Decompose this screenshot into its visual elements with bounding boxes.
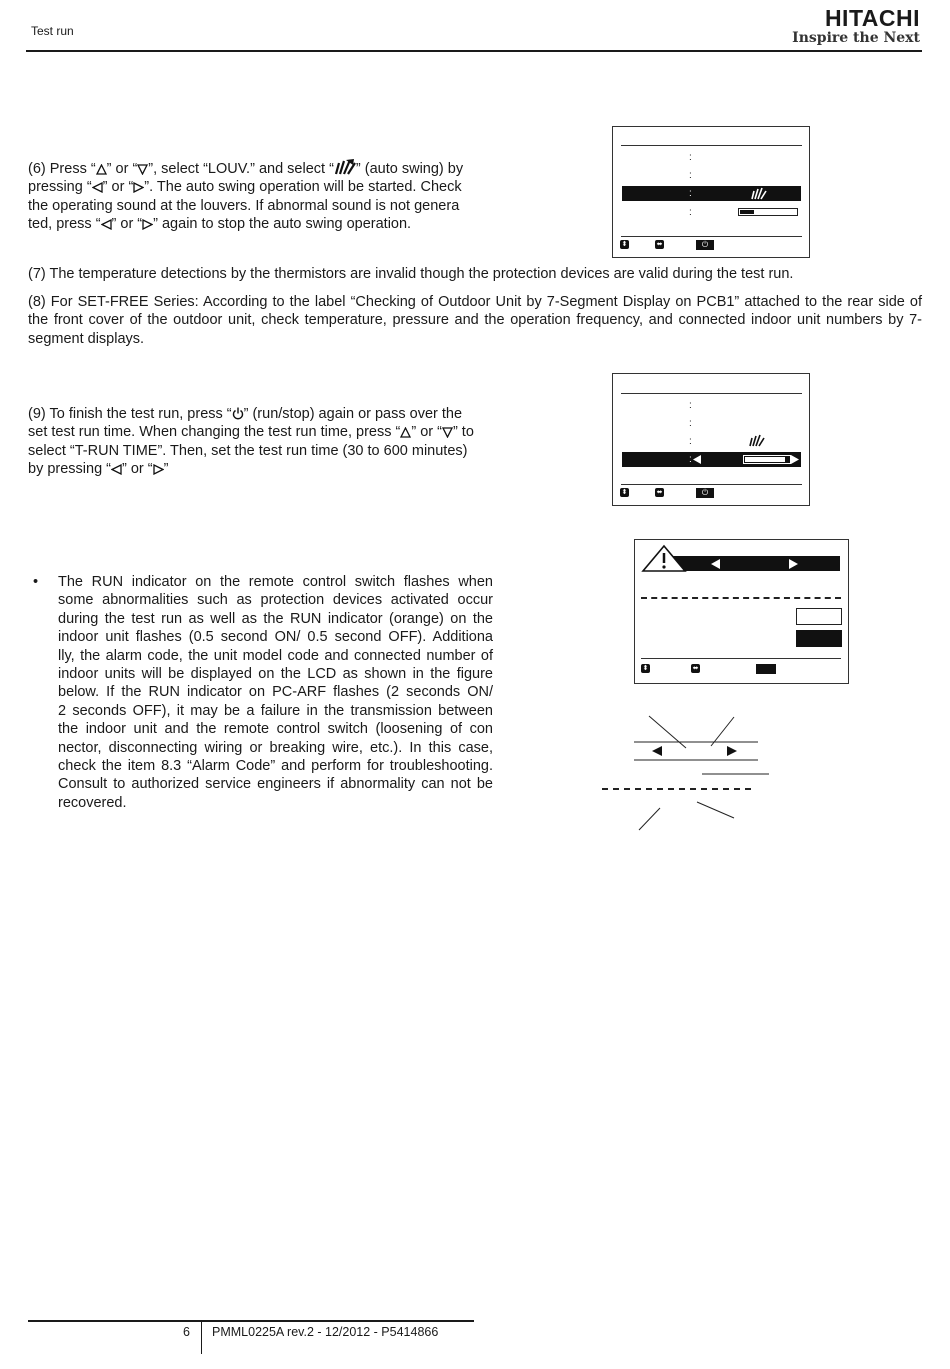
left-triangle-icon: [101, 219, 112, 230]
leftright-button-icon: ⬌: [656, 241, 663, 248]
bullet-line: the indoor unit and the remote control switch (loosening of con: [58, 721, 493, 738]
auto-swing-icon: [751, 187, 767, 200]
document-code: PMML0225A rev.2 - 12/2012 - P5414866: [212, 1325, 439, 1339]
lcd-bottom-line: [641, 658, 841, 659]
step6-line1: (6) Press “ ” or “ ”, select “LOUV.” and select “ ” (auto swing) by: [28, 161, 464, 177]
left-arrow-icon: [693, 455, 701, 464]
step9-line3: select “T-RUN TIME”. Then, set the test run time (30 to 600 minutes): [28, 442, 468, 459]
left-triangle-icon: [92, 182, 103, 193]
right-arrow-icon: [791, 455, 799, 464]
lcd-colon: :: [689, 454, 692, 465]
ok-button-icon: [756, 664, 776, 674]
step6-paragraph: [28, 159, 498, 234]
lcd-colon: :: [689, 207, 692, 218]
up-triangle-icon: [400, 427, 411, 438]
lcd-panel-trun-time: [612, 373, 810, 506]
power-icon: [232, 407, 244, 420]
lcd-colon: :: [689, 170, 692, 181]
header-divider: [26, 50, 922, 52]
right-triangle-icon: [142, 219, 153, 230]
leftright-button-icon: ⬌: [656, 489, 663, 496]
lcd-colon: :: [689, 188, 692, 199]
lcd-colon: :: [689, 400, 692, 411]
brand-name: HITACHI: [824, 5, 920, 31]
bullet-line: during the test run as well as the RUN indicator (orange) on the: [58, 610, 493, 627]
run-stop-button-icon: ⏻: [696, 488, 714, 498]
up-triangle-icon: [96, 164, 107, 175]
section-title: Test run: [31, 24, 74, 38]
lcd-top-line: [621, 393, 802, 394]
lcd-progress-fill: [745, 457, 785, 462]
lcd-panel-swing: [612, 126, 810, 258]
hitachi-logo: [792, 6, 920, 46]
left-arrow-icon: [711, 559, 720, 569]
step9-line4: by pressing “ ” or “ ”: [28, 461, 169, 478]
lcd-top-line: [621, 145, 802, 146]
callout-leader-lines: [639, 716, 734, 830]
bullet-marker: •: [33, 574, 39, 590]
step6-line2: pressing “ ” or “ ”. The auto swing operation will be started. Check: [28, 179, 462, 196]
updown-button-icon: ⬍: [621, 489, 628, 496]
lcd-colon: :: [689, 418, 692, 429]
bullet-line: The RUN indicator on the remote control switch flashes when: [58, 574, 493, 590]
lcd-dashed-divider: [641, 597, 841, 599]
step8-paragraph: (8) For SET-FREE Series: According to the label “Checking of Outdoor Unit by 7-Segment Display on PCB1” attached to the rear side of the front cover of the outdoor unit, check temperature, pressure and the operation frequency, and connected indoor unit numbers by 7-segment displays.: [28, 294, 922, 347]
right-arrow-icon: [727, 746, 737, 756]
right-triangle-icon: [153, 464, 164, 475]
down-triangle-icon: [137, 164, 148, 175]
footer-divider: [28, 1320, 474, 1322]
step7-paragraph: (7) The temperature detections by the thermistors are invalid though the protection devices are valid during the test run.: [28, 266, 794, 282]
bullet-line: indoor unit flashes (0.5 second ON/ 0.5 second OFF). Additiona: [58, 629, 493, 646]
bullet-line: lly, the alarm code, the unit model code and connected number of: [58, 647, 493, 664]
updown-button-icon: ⬍: [621, 241, 628, 248]
step9-line2: set test run time. When changing the test run time, press “ ” or “ ” to: [28, 424, 474, 441]
step9-line1: (9) To finish the test run, press “ ” (run/stop) again or pass over the: [28, 406, 463, 422]
left-arrow-icon: [652, 746, 662, 756]
bullet-line: nector, disconnecting wiring or breaking wire, etc.). In this case,: [58, 739, 493, 756]
bullet-line: indoor units will be displayed on the LCD as shown in the figure: [58, 666, 493, 683]
auto-swing-icon: [749, 434, 765, 447]
page-number: 6: [183, 1325, 190, 1339]
lcd-progress-fill: [740, 210, 754, 214]
bullet-line: some abnormalities such as protection devices activated occur: [58, 592, 493, 609]
bullet-line: Consult to authorized service engineers if abnormality can not be: [58, 776, 493, 793]
warning-triangle-icon: [641, 544, 687, 572]
lcd-highlight-row: [622, 452, 801, 467]
run-stop-button-icon: ⏻: [696, 240, 714, 250]
step6-line4: ted, press “ ” or “ ” again to stop the auto swing operation.: [28, 216, 412, 233]
bullet-paragraph: [58, 573, 493, 812]
alarm-code-callout-diagram: [596, 710, 776, 835]
lcd-option-box: [796, 608, 842, 625]
lcd-highlight-row: [622, 186, 801, 201]
lcd-bottom-line: [621, 484, 802, 485]
footer-separator: [201, 1322, 202, 1354]
down-triangle-icon: [442, 427, 453, 438]
lcd-option-box-selected: [796, 630, 842, 647]
lcd-progress-bar: [738, 208, 798, 216]
right-triangle-icon: [133, 182, 144, 193]
step9-paragraph: [28, 405, 498, 479]
lcd-colon: :: [689, 436, 692, 447]
bullet-line: recovered.: [58, 794, 127, 811]
left-triangle-icon: [111, 464, 122, 475]
lcd-bottom-line: [621, 236, 802, 237]
right-arrow-icon: [789, 559, 798, 569]
bullet-line: 2 seconds OFF), it may be a failure in the transmission between: [58, 702, 493, 719]
lcd-panel-alarm: [634, 539, 849, 684]
lcd-colon: :: [689, 152, 692, 163]
leftright-button-icon: ⬌: [692, 665, 699, 672]
bullet-line: check the item 8.3 “Alarm Code” and perform for troubleshooting.: [58, 758, 493, 775]
brand-slogan: Inspire the Next: [792, 30, 920, 46]
bullet-line: below. If the RUN indicator on PC-ARF flashes (2 seconds ON/: [58, 684, 493, 701]
step6-line3: the operating sound at the louvers. If abnormal sound is not genera: [28, 197, 460, 214]
lcd-progress-bar: [743, 455, 791, 464]
updown-button-icon: ⬍: [642, 665, 649, 672]
auto-swing-icon: [334, 159, 356, 175]
